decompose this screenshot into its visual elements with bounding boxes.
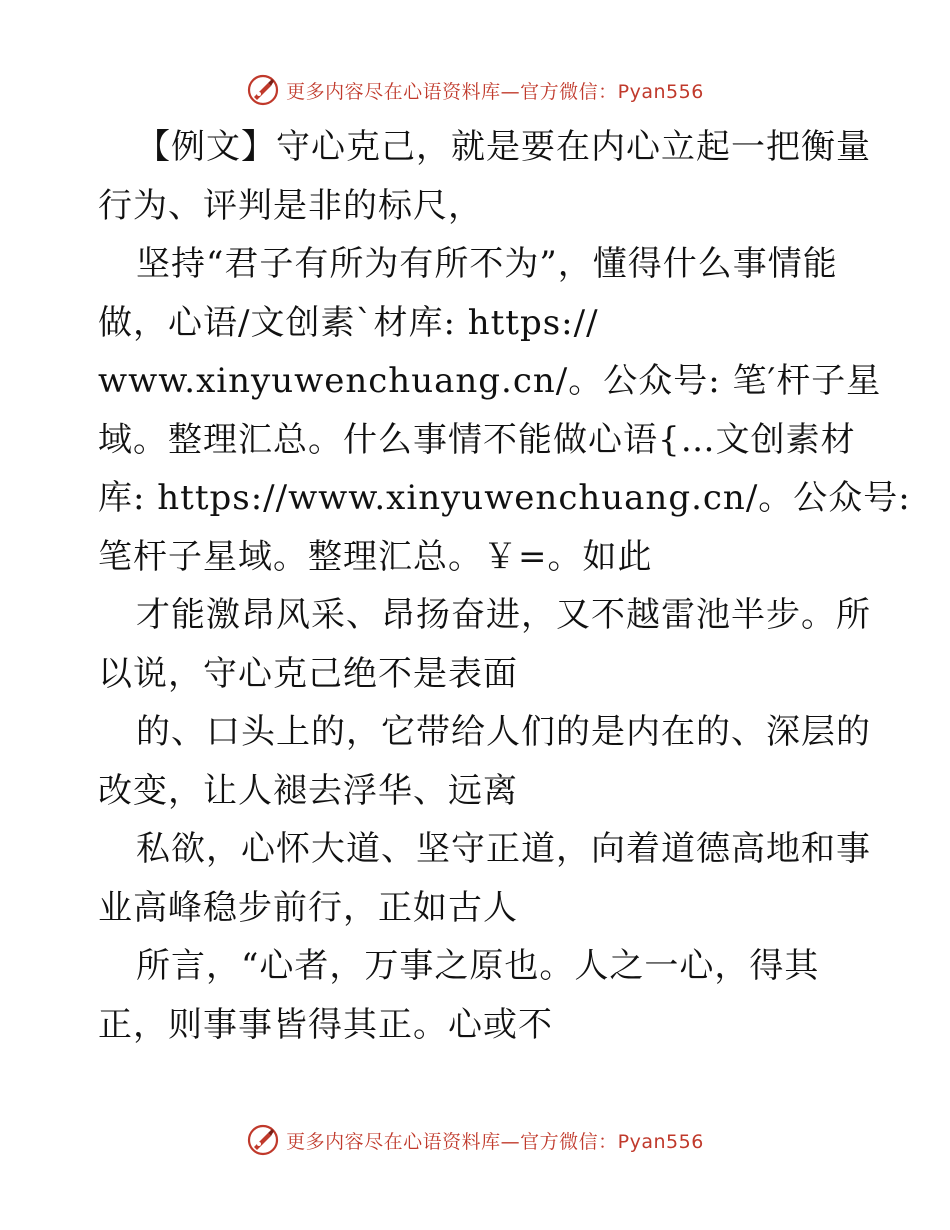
text-line: 所言，“心者，万事之原也。人之一心，得其 <box>136 946 820 986</box>
text-line: 域。整理汇总。什么事情不能做心语{…文创素材 <box>98 419 856 460</box>
article-body <box>98 118 911 1054</box>
footer-banner-text: 更多内容尽在心语资料库—官方微信：Pyan556 <box>286 1130 704 1153</box>
text-line: 以说，守心克己绝不是表面 <box>98 653 518 694</box>
text-line: 才能激昂风采、昂扬奋进，又不越雷池半步。所 <box>136 595 871 635</box>
text-line: 的、口头上的，它带给人们的是内在的、深层的 <box>136 712 871 752</box>
pen-logo-icon <box>246 73 280 107</box>
text-line: 做，心语/文创素`材库: https:// <box>98 302 599 343</box>
text-line: 笔杆子星域。整理汇总。￥=。如此 <box>98 536 653 577</box>
header-banner <box>0 70 950 110</box>
header-banner-text: 更多内容尽在心语资料库—官方微信：Pyan556 <box>286 80 704 103</box>
text-line: 私欲，心怀大道、坚守正道，向着道德高地和事 <box>136 829 871 869</box>
text-line: 【例文】守心克己，就是要在内心立起一把衡量 <box>136 127 871 167</box>
text-line: 库: https://www.xinyuwenchuang.cn/。公众号: <box>98 478 911 518</box>
text-line: www.xinyuwenchuang.cn/。公众号: 笔′杆子星 <box>98 361 882 401</box>
text-line: 业高峰稳步前行，正如古人 <box>98 887 518 928</box>
text-line: 行为、评判是非的标尺， <box>98 185 483 226</box>
footer-banner <box>0 1120 950 1160</box>
text-line: 改变，让人褪去浮华、远离 <box>98 770 518 811</box>
text-line: 坚持“君子有所为有所不为”，懂得什么事情能 <box>136 244 838 284</box>
pen-logo-icon <box>246 1123 280 1157</box>
text-line: 正，则事事皆得其正。心或不 <box>98 1004 553 1045</box>
